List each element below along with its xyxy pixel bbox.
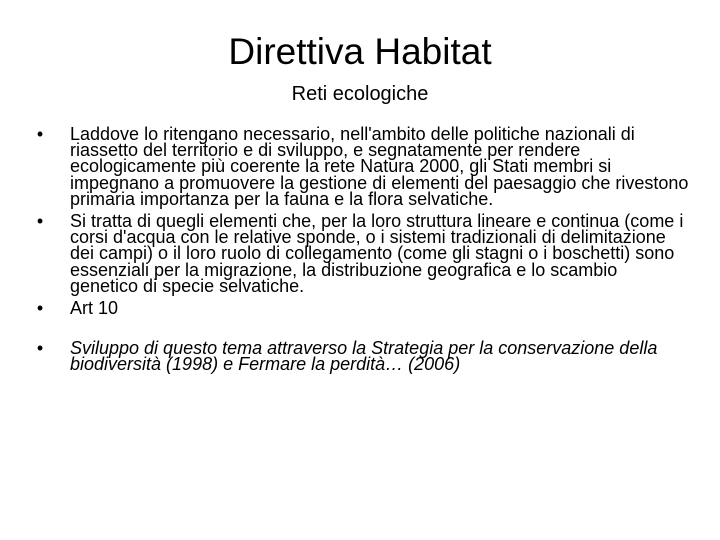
bullet-item (30, 126, 690, 207)
bullet-item (30, 298, 690, 319)
bullet-text: Sviluppo di questo tema attraverso la Strategia per la conservazione della biodiversità (1998) e Fermare la perdità… (2006) (70, 338, 658, 375)
bullet-marker: • (36, 124, 44, 144)
bullet-text: Art 10 (70, 298, 119, 319)
bullet-list (30, 126, 690, 379)
bullet-marker: • (36, 298, 44, 319)
slide-subtitle: Reti ecologiche (291, 83, 429, 105)
bullet-item (30, 213, 690, 294)
bullet-marker: • (36, 338, 44, 359)
bullet-text: Laddove lo ritengano necessario, nell'ambito delle politiche nazionali di riassetto del territorio e di sviluppo, e segnatamente per rendere ecologicamente più coerente la rete Natura 2000, gli Stati membri si impegnano a promuovere la gestione di elementi del paesaggio che rivestono primaria importanza per la fauna e la flora selvatiche. (70, 124, 689, 209)
bullet-text: Si tratta di quegli elementi che, per la loro struttura lineare e continua (come i corsi d'acqua con le relative sponde, o i sistemi tradizionali di delimitazione dei campi) o il loro ruolo di collegamento (come gli stagni o i boschetti) sono essenziali per la migrazione, la distribuzione geografica e lo scambio genetico di specie selvatiche. (70, 211, 684, 296)
slide-title: Direttiva Habitat (228, 31, 492, 72)
bullet-item (30, 338, 690, 375)
bullet-marker: • (36, 211, 44, 232)
